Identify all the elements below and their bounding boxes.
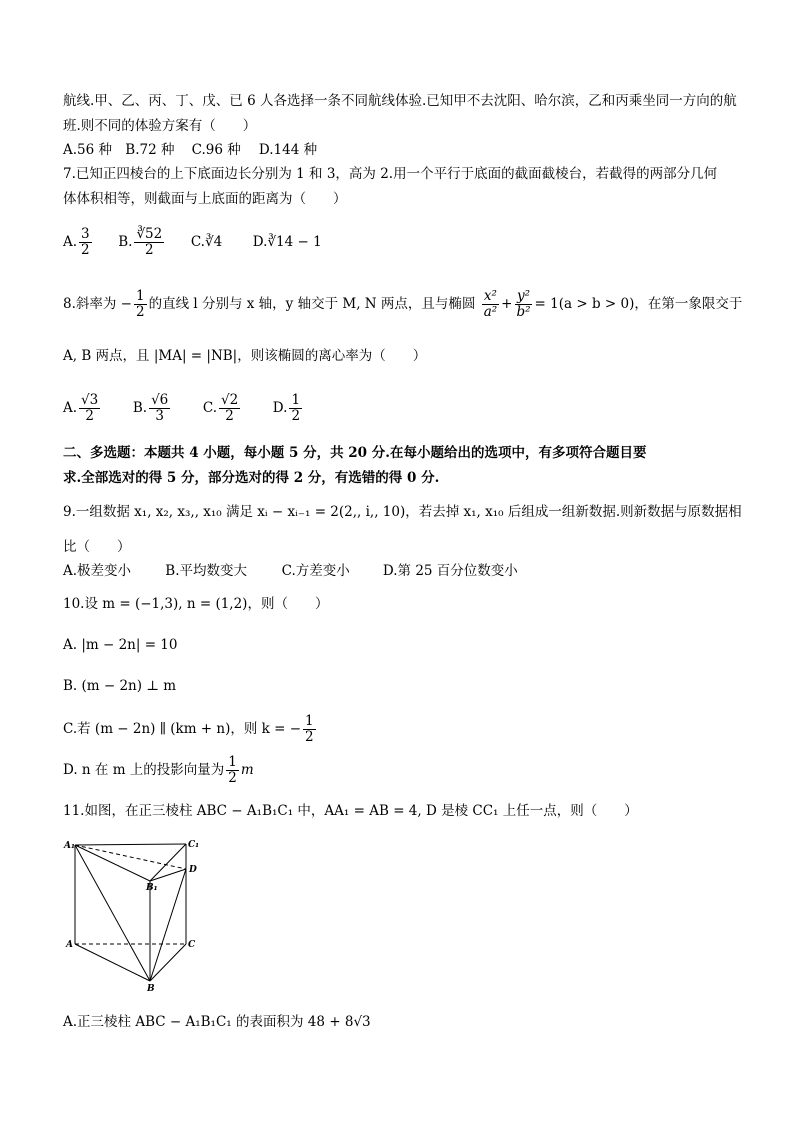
- section2-line2: 求.全部选对的得 5 分，部分选对的得 2 分，有选错的得 0 分.: [63, 470, 440, 486]
- edge-a1-b: [75, 845, 150, 981]
- q8-line1: 8.斜率为 − $\frac{1}{2}$ 的直线 l 分别与 x 轴，y 轴交于 M, N 两点，且与椭圆 $\frac{\text{x²}}{\text{a²}}$ + $\frac{\text{y²}}{\text{b²}}$ = 1(a > b > 0)，在第一象限交于: [63, 288, 743, 320]
- q9-options: [63, 562, 518, 580]
- q11-stem: 11.如图，在正三棱柱 ABC − A₁B₁C₁ 中，AA₁ = AB = 4, D 是棱 CC₁ 上任一点，则（ ）: [63, 803, 638, 819]
- q7-option-d: D.∛14 − 1: [252, 234, 322, 250]
- label-c1: C₁: [188, 840, 200, 850]
- q11-option-a: A.正三棱柱 ABC − A₁B₁C₁ 的表面积为 48 + 8√3: [63, 1014, 371, 1030]
- q6-option-d: D.144 种: [258, 142, 318, 158]
- edge-a1-c1: [75, 844, 186, 845]
- label-a: A: [66, 940, 73, 950]
- q8-option-a: A. $\frac{√3}{2}$: [63, 392, 99, 424]
- q10-stem: 10.设 m = (−1,3), n = (1,2)，则（ ）: [63, 596, 329, 612]
- q8-option-c: C. $\frac{√2}{2}$: [202, 392, 239, 424]
- prism-figure: [62, 835, 212, 995]
- q10-option-d: D. n 在 m 上的投影向量为 $\frac{1}{2}$ m: [63, 754, 254, 786]
- edge-a-b: [75, 944, 150, 981]
- q6-line2: 班.则不同的体验方案有（ ）: [63, 118, 257, 134]
- q9-option-b: B.平均数变大: [165, 563, 248, 579]
- q7-line1: 7.已知正四棱台的上下底面边长分别为 1 和 3，高为 2.用一个平行于底面的截面截棱台，若截得的两部分几何: [63, 166, 718, 182]
- edge-a1-b1: [75, 845, 150, 881]
- label-a1: A₁: [64, 841, 75, 851]
- label-b1: B₁: [146, 883, 158, 893]
- q10-option-b: B. (m − 2n) ⊥ m: [63, 678, 177, 694]
- label-c: C: [188, 940, 196, 950]
- q6-option-c: C.96 种: [191, 142, 241, 158]
- q8-options: [63, 391, 304, 425]
- q9-option-d: D.第 25 百分位数变小: [382, 563, 518, 579]
- q6-option-a: A.56 种: [63, 142, 113, 158]
- q8-option-b: B. $\frac{√6}{3}$: [132, 392, 169, 424]
- label-b: B: [147, 984, 155, 994]
- q6-line1: 航线.甲、乙、丙、丁、戊、已 6 人各选择一条不同航线体验.已知甲不去沈阳、哈尔滨，乙和丙乘坐同一方向的航: [63, 93, 737, 109]
- q10-option-c: C.若 (m − 2n) ∥ (km + n)，则 k = − $\frac{1}{2}$: [63, 713, 314, 745]
- edge-a1-d-dashed: [75, 845, 186, 869]
- q7-line2: 体体积相等，则截面与上底面的距离为（ ）: [63, 191, 347, 207]
- q9-option-c: C.方差变小: [281, 563, 350, 579]
- q7-option-c: C.∛4: [190, 234, 223, 250]
- q9-line2: 比（ ）: [63, 539, 131, 555]
- q7-option-a: A. $\frac{3}{2}$: [63, 226, 90, 258]
- q9-option-a: A.极差变小: [63, 563, 132, 579]
- q7-options: [63, 225, 322, 259]
- q7-option-b: B. $\frac{∛52}{2}$: [118, 226, 163, 258]
- label-d: D: [189, 865, 197, 875]
- q8-line2: A, B 两点，且 |MA| = |NB|，则该椭圆的离心率为（ ）: [63, 348, 427, 364]
- q8-option-d: D. $\frac{1}{2}$: [272, 392, 301, 424]
- q6-options: [63, 141, 317, 159]
- q9-line1: 9.一组数据 x₁, x₂, x₃,, x₁₀ 满足 xᵢ − xᵢ₋₁ = 2(2,, i,, 10)，若去掉 x₁, x₁₀ 后组成一组新数据.则新数据与原数据相: [63, 504, 742, 520]
- section2-line1: 二、多选题：本题共 4 小题，每小题 5 分，共 20 分.在每小题给出的选项中，有多项符合题目要: [63, 445, 647, 461]
- edge-c-b: [150, 944, 186, 981]
- q10-option-a: A. |m − 2n| = 10: [63, 637, 178, 653]
- q6-option-b: B.72 种: [125, 142, 175, 158]
